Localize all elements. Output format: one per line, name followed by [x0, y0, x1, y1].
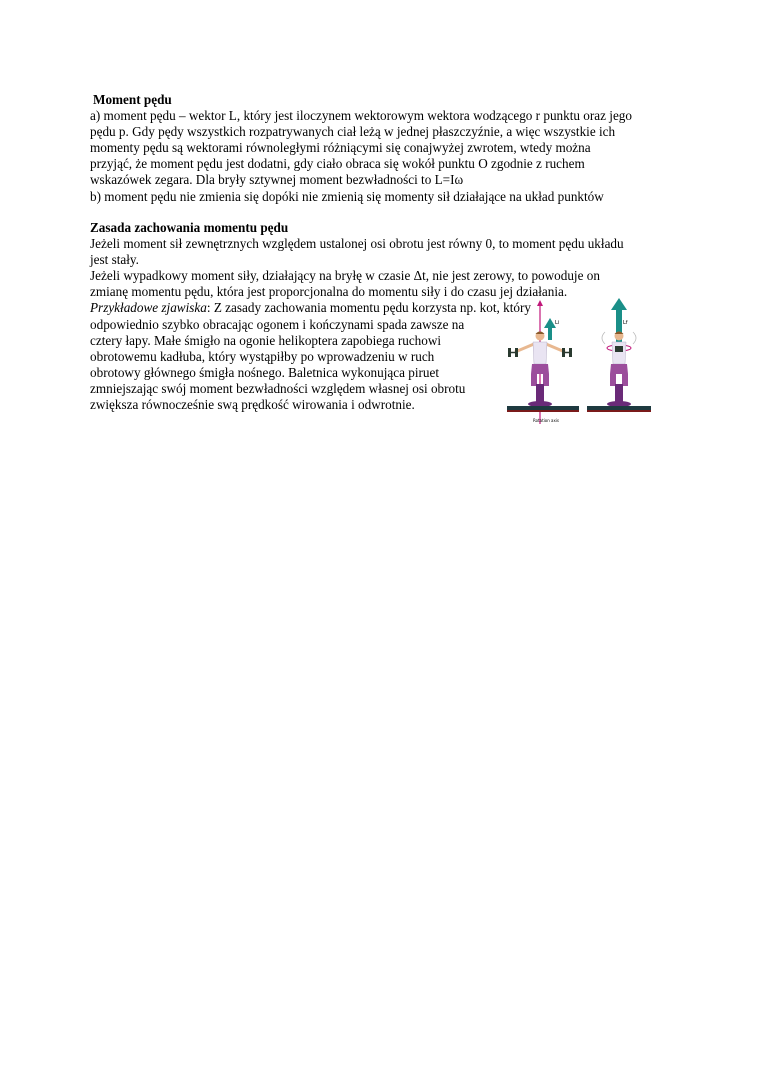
paragraph-line: a) moment pędu – wektor L, który jest iloczynem wektorowym wektora wodzącego r punktu oraz jego [90, 108, 632, 124]
paragraph-line: obrotowy głównego śmigła nośnego. Baletnica wykonująca piruet [90, 364, 440, 380]
angular-momentum-arrow [548, 326, 552, 340]
figure-arms-extended [507, 300, 579, 424]
paragraph-line: zmianę momentu pędu, która jest proporcjonalna do momentu siły i do czasu jej działania. [90, 284, 568, 300]
paragraph-line: Jeżeli moment sił zewnętrznych względem ustalonej osi obrotu jest równy 0, to moment pędu układu [90, 236, 624, 252]
section-title: Moment pędu [93, 92, 172, 107]
paragraph-line: Jeżeli wypadkowy moment siły, działający na bryłę w czasie Δt, nie jest zerowy, to powoduje on [90, 268, 600, 284]
paragraph-line: przyjąć, że moment pędu jest dodatni, gdy ciało obraca się wokół punktu O zgodnie z ruchem [90, 156, 585, 172]
paragraph-line: zwiększa równocześnie swą prędkość wirowania i odwrotnie. [90, 397, 415, 413]
paragraph-line: odpowiednio szybko obracając ogonem i kończynami spada zawsze na [90, 316, 465, 332]
rotating-stool-illustration [505, 298, 655, 428]
paragraph-line: pędu p. Gdy pędy wszystkich rozpatrywanych ciał leżą w jednej płaszczyźnie, a więc wszystkie ich [90, 124, 616, 140]
li-label: Li [555, 320, 560, 326]
paragraph-line: wskazówek zegara. Dla bryły sztywnej moment bezwładności to L=Iω [90, 172, 464, 188]
section-title: Zasada zachowania momentu pędu [90, 220, 289, 235]
paragraph-line: momenty pędu są wektorami równoległymi różniącymi się conajwyżej zwrotem, wtedy można [90, 140, 591, 156]
figure-arms-pulled-in [587, 298, 651, 412]
examples-label: Przykładowe zjawiska [90, 300, 207, 316]
paragraph-line: jest stały. [90, 252, 139, 268]
lf-label: Lf [623, 320, 628, 326]
examples-text: : Z zasady zachowania momentu pędu korzysta np. kot, który [206, 300, 531, 316]
paragraph-line: obrotowemu kadłuba, który wystąpiłby po wprowadzeniu w ruch [90, 348, 435, 364]
base-platform [507, 406, 579, 410]
axis-arrowhead [537, 300, 543, 306]
paragraph-line: cztery łapy. Małe śmigło na ogonie helikoptera zapobiega ruchowi [90, 332, 442, 348]
paragraph-line: zmniejszając swój moment bezwładności względem własnej osi obrotu [90, 380, 466, 396]
base-platform [587, 406, 651, 410]
section-moment-pedu [90, 92, 680, 205]
paragraph-line: b) moment pędu nie zmienia się dopóki nie zmienią się momenty sił działające na układ punktów [90, 188, 604, 204]
rotation-axis-label: Rotation axis [533, 418, 560, 423]
